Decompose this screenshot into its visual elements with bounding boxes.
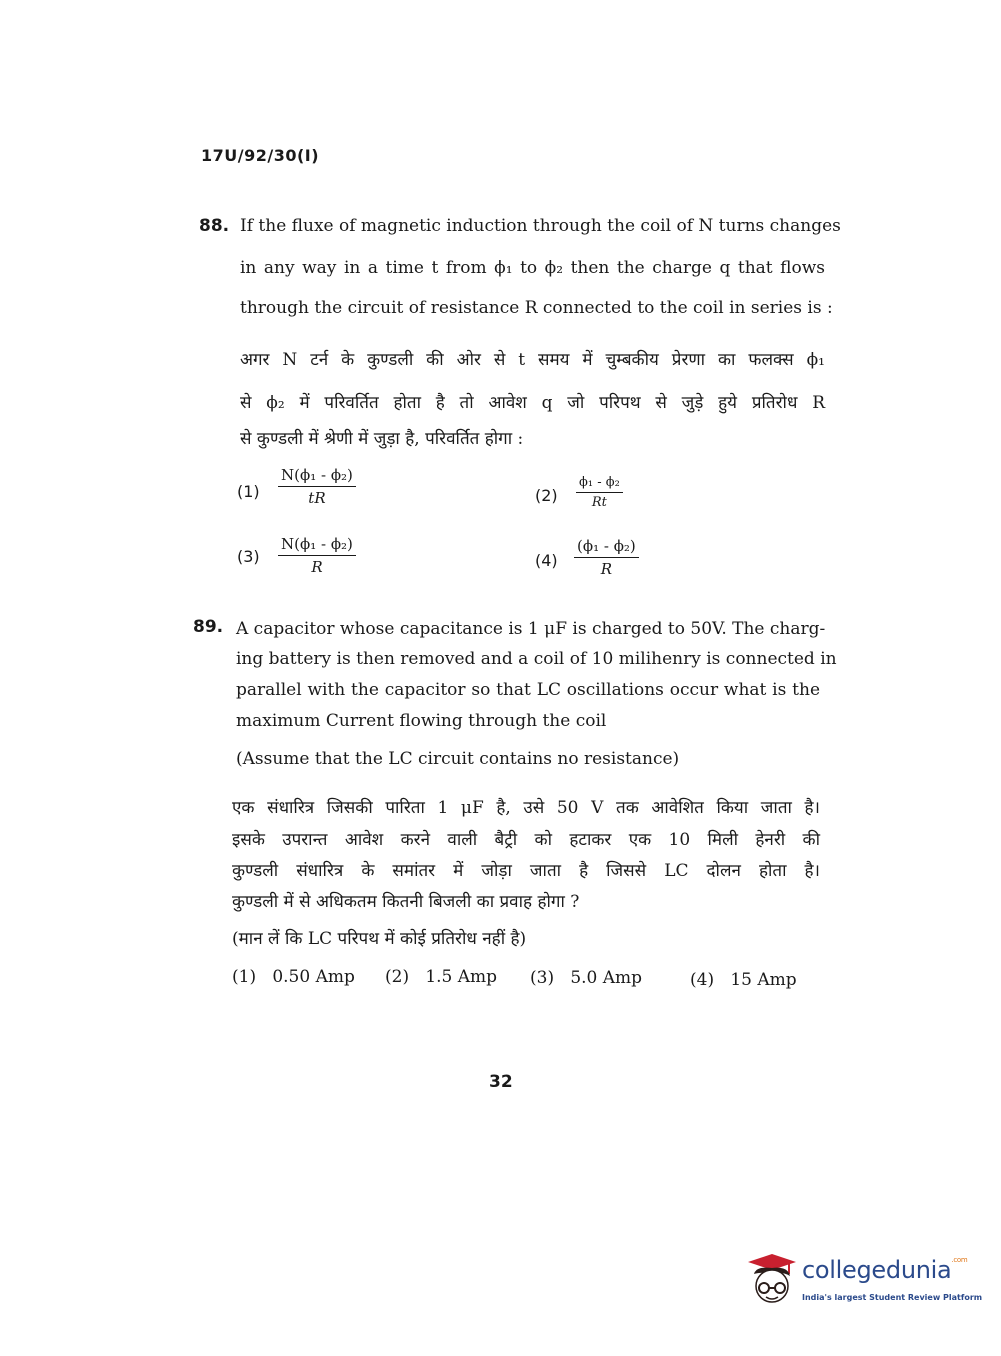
question-text-en-line: If the fluxe of magnetic induction through the coil of N turns changes <box>240 216 841 236</box>
option-text: 5.0 Amp <box>570 968 643 988</box>
option-label: (2) <box>535 486 558 505</box>
question-note: (Assume that the LC circuit contains no resistance) <box>236 749 680 769</box>
option-4 <box>690 970 797 990</box>
student-mascot-icon <box>744 1252 800 1314</box>
fraction-denominator: R <box>600 560 613 578</box>
option-label: (4) <box>690 970 715 990</box>
question-text-hi-line: (मान लें कि LC परिपथ में कोई प्रतिरोध नहीं है) <box>232 929 527 949</box>
option-3 <box>530 968 642 988</box>
fraction-numerator: N(ϕ₁ - ϕ₂) <box>278 466 356 487</box>
question-text-hi-line: एक संधारित्र जिसकी पारिता 1 μF है, उसे 50 V तक आवेशित किया जाता है। <box>232 798 820 818</box>
fraction-numerator: N(ϕ₁ - ϕ₂) <box>278 535 356 556</box>
paper-code: 17U/92/30(I) <box>201 146 320 165</box>
option-label: (1) <box>232 967 257 987</box>
page-number: 32 <box>489 1072 513 1092</box>
fraction-denominator: tR <box>308 489 326 507</box>
option-fraction <box>278 466 356 507</box>
option-label: (3) <box>237 547 260 566</box>
question-text-hi-line: कुण्डली संधारित्र के समांतर में जोड़ा जाता है जिससे LC दोलन होता है। <box>232 861 820 881</box>
fraction-numerator: (ϕ₁ - ϕ₂) <box>574 537 639 558</box>
option-label: (2) <box>385 967 410 987</box>
question-number: 88. <box>199 216 230 236</box>
logo-tagline: India's largest Student Review Platform <box>802 1293 983 1302</box>
question-text-en-line: in any way in a time t from ϕ₁ to ϕ₂ then the charge q that flows <box>240 258 825 278</box>
option-fraction <box>576 475 623 510</box>
fraction-denominator: Rt <box>591 495 607 510</box>
option-fraction <box>278 535 356 576</box>
option-1 <box>232 967 355 987</box>
question-number: 89. <box>193 617 224 637</box>
question-text-hi-line: से ϕ₂ में परिवर्तित होता है तो आवेश q जो परिपथ से जुड़े हुये प्रतिरोध R <box>240 393 825 413</box>
question-text-hi-line: इसके उपरान्त आवेश करने वाली बैट्री को हटाकर एक 10 मिली हेनरी की <box>232 830 820 850</box>
option-label: (3) <box>530 968 555 988</box>
logo-wordmark: collegedunia$^{.com}$ <box>802 1256 968 1284</box>
question-text-en-line: parallel with the capacitor so that LC oscillations occur what is the <box>236 680 820 700</box>
option-text: 0.50 Amp <box>272 967 355 987</box>
option-2 <box>385 967 497 987</box>
option-text: 1.5 Amp <box>425 967 498 987</box>
option-label: (1) <box>237 482 260 501</box>
option-label: (4) <box>535 551 558 570</box>
question-text-en-line: through the circuit of resistance R connected to the coil in series is : <box>240 298 833 318</box>
question-text-hi-line: कुण्डली में से अधिकतम कितनी बिजली का प्रवाह होगा ? <box>232 892 580 912</box>
fraction-denominator: R <box>311 558 323 576</box>
fraction-numerator: ϕ₁ - ϕ₂ <box>576 475 623 493</box>
question-text-en-line: A capacitor whose capacitance is 1 μF is charged to 50V. The charg- <box>236 619 826 639</box>
question-text-en-line: maximum Current flowing through the coil <box>236 711 607 731</box>
collegedunia-logo <box>744 1252 983 1314</box>
option-fraction <box>574 537 639 578</box>
question-text-hi-line: अगर N टर्न के कुण्डली की ओर से t समय में चुम्बकीय प्रेरणा का फलक्स ϕ₁ <box>240 350 825 370</box>
option-text: 15 Amp <box>730 970 797 990</box>
question-text-en-line: ing battery is then removed and a coil of 10 milihenry is connected in <box>236 649 837 669</box>
question-text-hi-line: से कुण्डली में श्रेणी में जुड़ा है, परिवर्तित होगा : <box>240 429 524 449</box>
